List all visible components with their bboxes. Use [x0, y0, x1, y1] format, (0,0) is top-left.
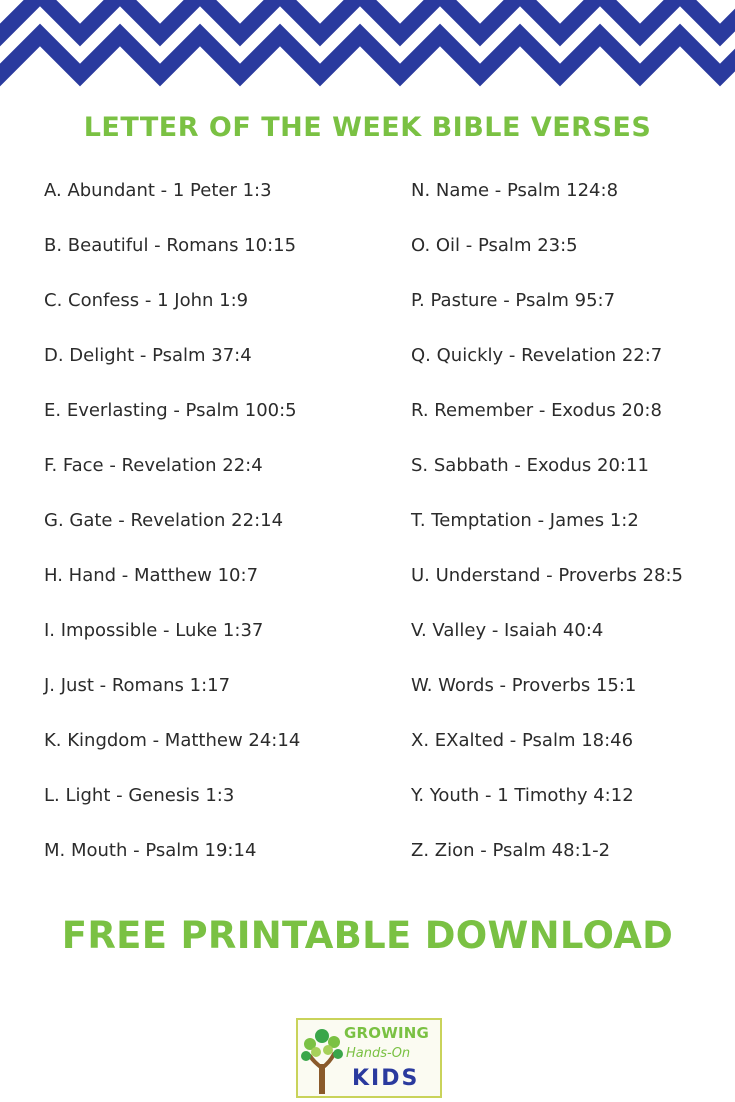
verse-item-v: V. Valley - Isaiah 40:4 — [411, 620, 604, 641]
verse-item-b: B. Beautiful - Romans 10:15 — [44, 235, 297, 256]
verse-item-y: Y. Youth - 1 Timothy 4:12 — [411, 785, 634, 806]
verse-item-t: T. Temptation - James 1:2 — [411, 510, 639, 531]
verse-item-i: I. Impossible - Luke 1:37 — [44, 620, 264, 641]
verse-item-f: F. Face - Revelation 22:4 — [44, 455, 263, 476]
chevron-banner — [0, 0, 735, 100]
verse-item-e: E. Everlasting - Psalm 100:5 — [44, 400, 297, 421]
verse-item-m: M. Mouth - Psalm 19:14 — [44, 840, 257, 861]
page-title: LETTER OF THE WEEK BIBLE VERSES — [83, 112, 652, 143]
verse-item-k: K. Kingdom - Matthew 24:14 — [44, 730, 301, 751]
verse-item-n: N. Name - Psalm 124:8 — [411, 180, 619, 201]
verse-item-g: G. Gate - Revelation 22:14 — [44, 510, 284, 531]
chevron-stripe-top — [0, 0, 735, 35]
logo-text-kids: KIDS — [352, 1066, 420, 1091]
logo-text-hands-on: Hands-On — [346, 1046, 411, 1061]
verse-item-j: J. Just - Romans 1:17 — [44, 675, 231, 696]
verse-item-o: O. Oil - Psalm 23:5 — [411, 235, 578, 256]
verse-item-c: C. Confess - 1 John 1:9 — [44, 290, 249, 311]
verse-item-q: Q. Quickly - Revelation 22:7 — [411, 345, 663, 366]
verse-item-p: P. Pasture - Psalm 95:7 — [411, 290, 616, 311]
verse-item-d: D. Delight - Psalm 37:4 — [44, 345, 252, 366]
logo-text-growing: GROWING — [344, 1024, 430, 1042]
verse-list-left — [44, 176, 300, 891]
verse-item-s: S. Sabbath - Exodus 20:11 — [411, 455, 649, 476]
verse-item-w: W. Words - Proverbs 15:1 — [411, 675, 637, 696]
free-printable-download-heading: FREE PRINTABLE DOWNLOAD — [61, 914, 674, 957]
verse-item-x: X. EXalted - Psalm 18:46 — [411, 730, 634, 751]
verse-item-l: L. Light - Genesis 1:3 — [44, 785, 235, 806]
growing-hands-on-kids-logo — [296, 1018, 442, 1098]
verse-item-a: A. Abundant - 1 Peter 1:3 — [44, 180, 272, 201]
chevron-stripe-bottom — [0, 35, 735, 75]
verse-item-u: U. Understand - Proverbs 28:5 — [411, 565, 683, 586]
verse-item-z: Z. Zion - Psalm 48:1-2 — [411, 840, 611, 861]
verse-item-h: H. Hand - Matthew 10:7 — [44, 565, 259, 586]
verse-item-r: R. Remember - Exodus 20:8 — [411, 400, 662, 421]
verse-list-right — [411, 176, 683, 891]
tree-icon — [300, 1024, 350, 1094]
